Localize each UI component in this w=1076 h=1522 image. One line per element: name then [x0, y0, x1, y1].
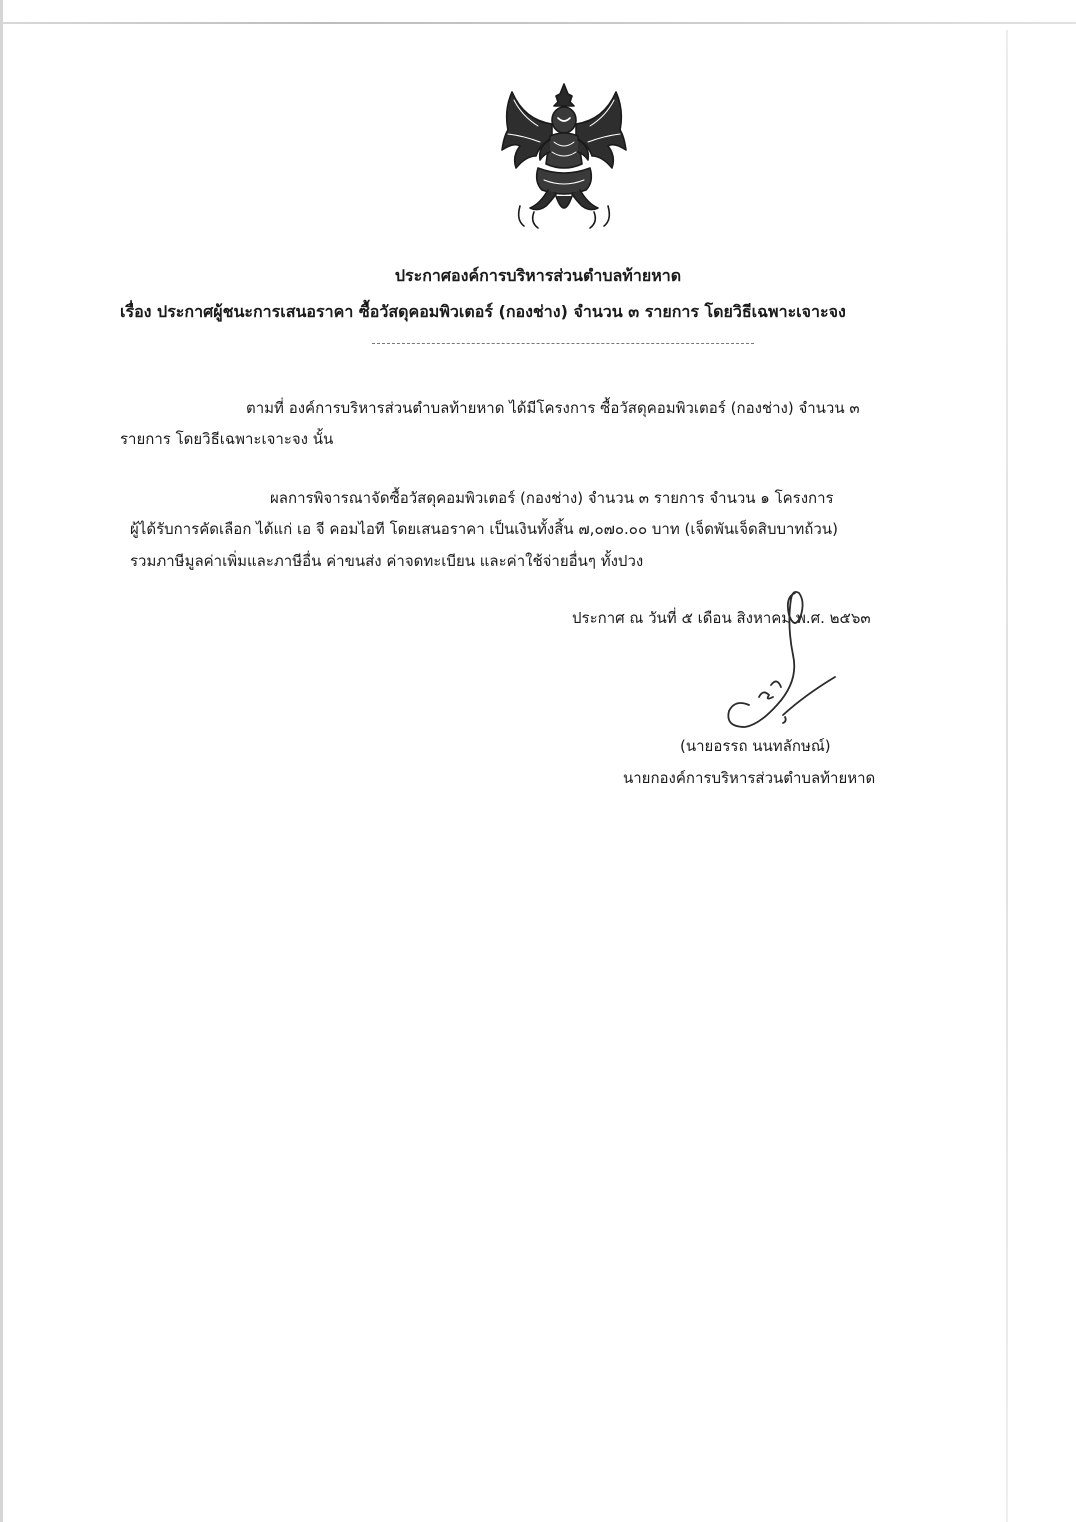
paragraph-1-line-2: รายการ โดยวิธีเฉพาะเจาะจง นั้น	[120, 430, 334, 448]
signer-name: (นายอรรถ นนทลักษณ์)	[680, 737, 831, 755]
paragraph-2-line-2: ผู้ได้รับการคัดเลือก ได้แก่ เอ จี คอมไอที โดยเสนอราคา เป็นเงินทั้งสิ้น ๗,๐๗๐.๐๐ บาท (เจ็ดพันเจ็ดสิบบาทถ้วน)	[130, 520, 838, 538]
scan-edge-left	[0, 0, 3, 1522]
document-title: ประกาศองค์การบริหารส่วนตำบลท้ายหาด	[394, 266, 682, 285]
paragraph-1-line-1: ตามที่ องค์การบริหารส่วนตำบลท้ายหาด ได้มีโครงการ ซื้อวัสดุคอมพิวเตอร์ (กองช่าง) จำนวน ๓	[246, 399, 860, 417]
signer-title: นายกองค์การบริหารส่วนตำบลท้ายหาด	[623, 769, 876, 787]
paragraph-2-line-1: ผลการพิจารณาจัดซื้อวัสดุคอมพิวเตอร์ (กองช่าง) จำนวน ๓ รายการ จำนวน ๑ โครงการ	[270, 489, 834, 507]
scan-edge-right	[1006, 30, 1008, 1522]
signature-icon	[715, 585, 865, 755]
garuda-emblem-icon	[494, 80, 634, 230]
document-subject: เรื่อง ประกาศผู้ชนะการเสนอราคา ซื้อวัสดุคอมพิวเตอร์ (กองช่าง) จำนวน ๓ รายการ โดยวิธีเฉพาะเจาะจง	[120, 302, 846, 321]
scan-edge-top	[0, 22, 1076, 24]
paragraph-2-line-3: รวมภาษีมูลค่าเพิ่มและภาษีอื่น ค่าขนส่ง ค่าจดทะเบียน และค่าใช้จ่ายอื่นๆ ทั้งปวง	[130, 552, 644, 570]
announcement-date: ประกาศ ณ วันที่ ๕ เดือน สิงหาคม พ.ศ. ๒๕๖๓	[572, 609, 871, 627]
divider	[372, 343, 754, 344]
